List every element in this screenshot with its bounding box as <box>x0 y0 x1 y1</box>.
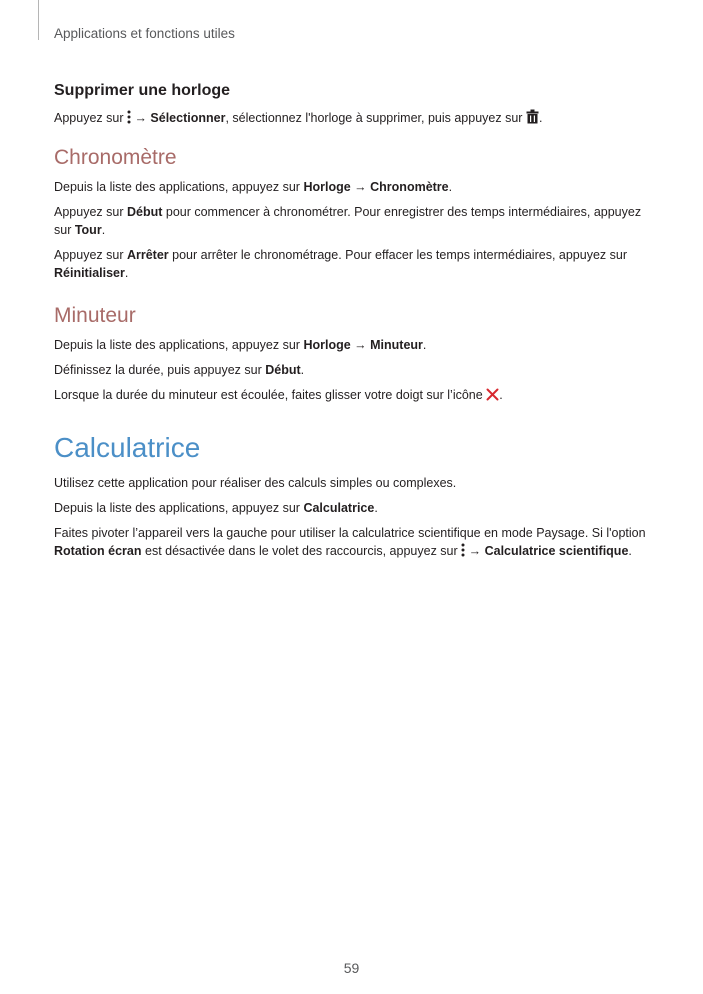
timer-paragraph-3: Lorsque la durée du minuteur est écoulée, faites glisser votre doigt sur l’icône . <box>54 388 503 402</box>
trash-icon <box>526 109 539 124</box>
stopwatch-paragraph-1: Depuis la liste des applications, appuyez sur Horloge → Chronomètre. <box>54 180 453 194</box>
page-header: Applications et fonctions utiles <box>54 26 235 41</box>
stopwatch-paragraph-3: Appuyez sur Arrêter pour arrêter le chronométrage. Pour effacer les temps intermédiaires, appuyez sur Réinitialiser. <box>54 248 627 280</box>
timer-heading: Minuteur <box>54 304 136 327</box>
stopwatch-paragraph-2: Appuyez sur Début pour commencer à chronométrer. Pour enregistrer des temps intermédiaires, appuyez sur Tour. <box>54 205 642 237</box>
stopwatch-heading: Chronomètre <box>54 146 177 169</box>
calculator-paragraph-3: Faites pivoter l’appareil vers la gauche pour utiliser la calculatrice scientifique en mode Paysage. Si l'option Rotation écran est désactivée dans le volet des raccourcis, appuyez sur → Calculatrice scientifique. <box>54 526 646 558</box>
timer-paragraph-1: Depuis la liste des applications, appuyez sur Horloge → Minuteur. <box>54 338 427 352</box>
delete-clock-heading: Supprimer une horloge <box>54 82 231 99</box>
calculator-paragraph-1: Utilisez cette application pour réaliser des calculs simples ou complexes. <box>54 476 457 490</box>
page-number: 59 <box>343 960 360 976</box>
calculator-heading: Calculatrice <box>54 432 201 463</box>
header-divider <box>38 0 39 40</box>
calculator-paragraph-2: Depuis la liste des applications, appuyez sur Calculatrice. <box>54 501 378 515</box>
timer-paragraph-2: Définissez la durée, puis appuyez sur Début. <box>54 363 305 377</box>
close-icon <box>486 388 499 401</box>
delete-clock-instruction: Appuyez sur → Sélectionner, sélectionnez l'horloge à supprimer, puis appuyez sur . <box>54 111 543 125</box>
page-content <box>54 82 654 567</box>
